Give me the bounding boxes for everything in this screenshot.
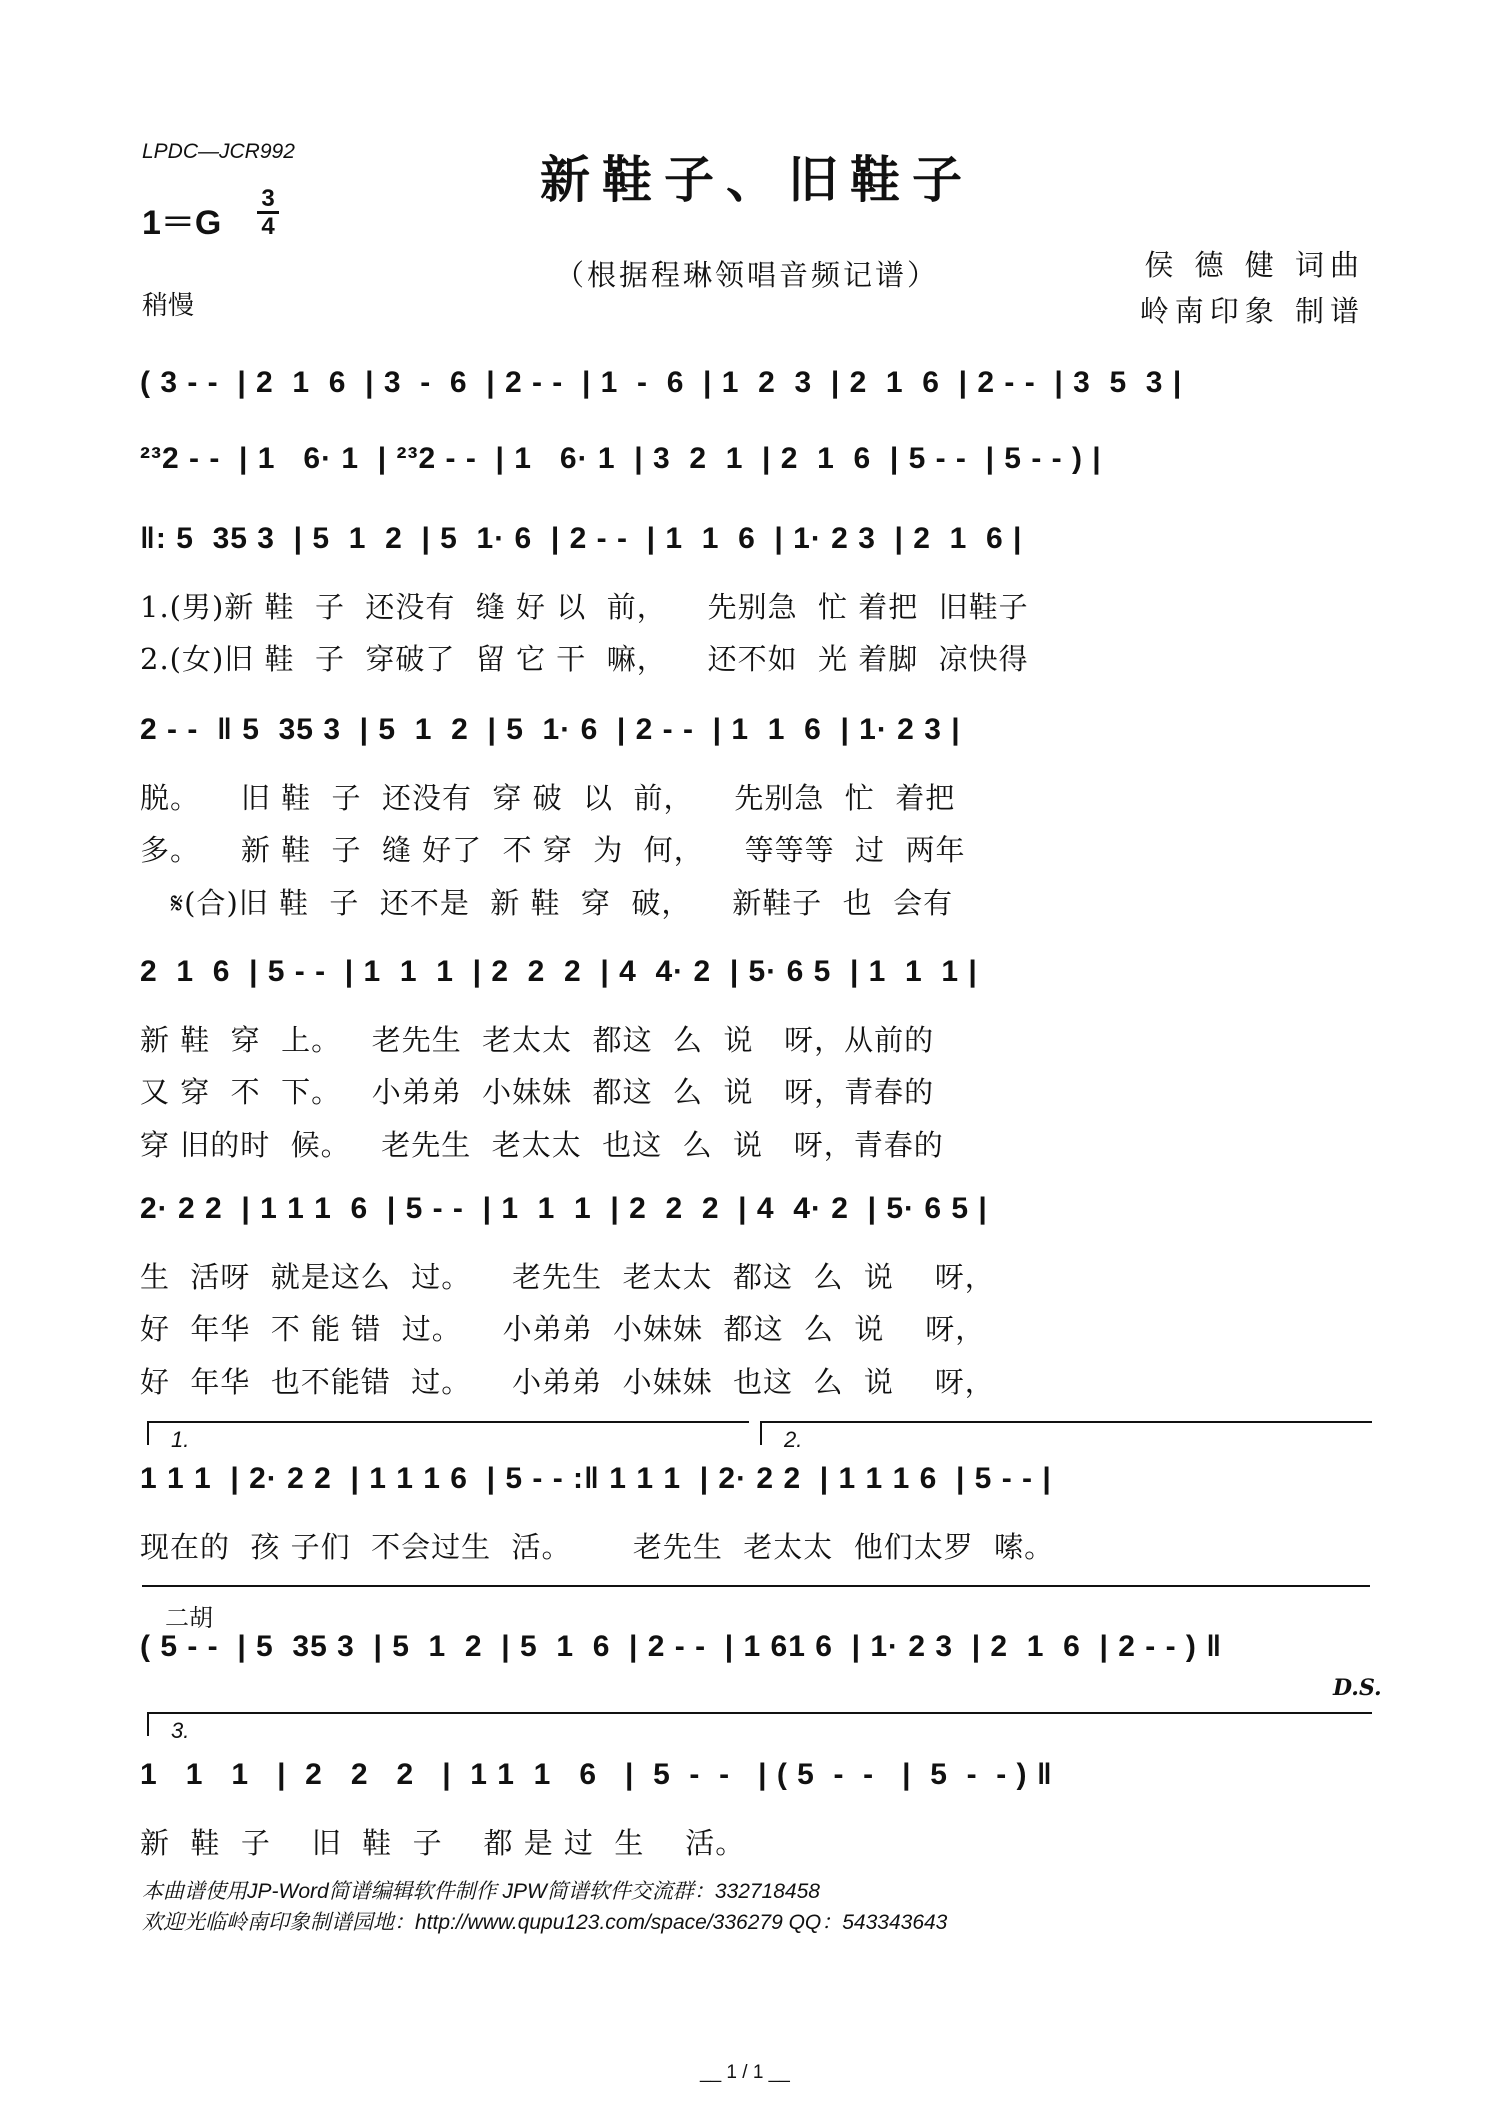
dal-segno-marking: D.S. <box>1333 1675 1382 1701</box>
notes-line: 2 1 6 | 5 - - | 1 1 1 | 2 2 2 | 4 4· 2 | 5· 6 5 | 1 1 1 | <box>140 955 978 988</box>
volta-bracket-1 <box>147 1421 749 1452</box>
footer-website-note: 欢迎光临岭南印象制谱园地：http://www.qupu123.com/space/336279 QQ：543343643 <box>142 1911 948 1934</box>
instrument-label: 二胡 <box>165 1604 213 1632</box>
notes-line: 2· 2 2 | 1 1 1 6 | 5 - - | 1 1 1 | 2 2 2 | 4 4· 2 | 5· 6 5 | <box>140 1192 988 1225</box>
lyric-line-verse-1: 新 鞋 穿 上。 老先生 老太太 都这 么 说 呀，从前的 <box>140 1023 935 1057</box>
notes-line: 1 1 1 | 2 2 2 | 1 1 1 6 | 5 - - | ( 5 - - | 5 - - ) ‖ <box>140 1758 1053 1791</box>
time-signature <box>255 186 281 239</box>
notes-line: ( 5 - - | 5 35 3 | 5 1 2 | 5 1 6 | 2 - - | 1 61 6 | 1· 2 3 | 2 1 6 | 2 - - ) ‖ <box>140 1630 1223 1663</box>
footer-software-note: 本曲谱使用JP-Word简谱编辑软件制作 JPW简谱软件交流群：332718458 <box>142 1880 820 1903</box>
lyric-line: 现在的 孩 子们 不会过生 活。 老先生 老太太 他们太罗 嗦。 <box>140 1530 1055 1564</box>
volta-number: 2. <box>784 1427 803 1452</box>
volta-bracket-3 <box>147 1712 1372 1743</box>
lyric-line-chorus: 好 年华 也不能错 过。 小弟弟 小妹妹 也这 么 说 呀， <box>140 1365 995 1399</box>
key-signature: 1＝G <box>142 204 222 242</box>
lyric-line-verse-2: 2.(女)旧 鞋 子 穿破了 留 它 干 嘛， 还不如 光 着脚 凉快得 <box>140 642 1029 676</box>
notes-line: 2 - - ‖ 5 35 3 | 5 1 2 | 5 1· 6 | 2 - - | 1 1 6 | 1· 2 3 | <box>140 713 961 746</box>
volta-number: 1. <box>171 1427 190 1452</box>
volta-bracket-2 <box>760 1421 1372 1452</box>
interlude-bracket <box>142 1585 1370 1587</box>
lyric-line-verse-2: 又 穿 不 下。 小弟弟 小妹妹 都这 么 说 呀，青春的 <box>140 1075 935 1109</box>
lyric-line-chorus: 穿 旧的时 候。 老先生 老太太 也这 么 说 呀，青春的 <box>140 1128 944 1162</box>
time-signature-top: 3 <box>261 185 275 212</box>
lyric-line-verse-1: 脱。 旧 鞋 子 还没有 穿 破 以 前， 先别急 忙 着把 <box>140 781 956 815</box>
page-number: __ 1 / 1 __ <box>700 2062 790 2083</box>
lyric-line-verse-1: 1.(男)新 鞋 子 还没有 缝 好 以 前， 先别急 忙 着把 旧鞋子 <box>140 590 1029 624</box>
notes-line: 1 1 1 | 2· 2 2 | 1 1 1 6 | 5 - - :‖ 1 1 1 | 2· 2 2 | 1 1 1 6 | 5 - - | <box>140 1462 1052 1495</box>
song-title: 新鞋子、旧鞋子 <box>540 150 974 209</box>
notes-line: ‖: 5 35 3 | 5 1 2 | 5 1· 6 | 2 - - | 1 1 6 | 1· 2 3 | 2 1 6 | <box>140 522 1023 555</box>
catalog-number: LPDC—JCR992 <box>142 140 295 163</box>
lyric-line-chorus: 𝄋(合)旧 鞋 子 还不是 新 鞋 穿 破， 新鞋子 也 会有 <box>140 886 954 920</box>
lyric-line: 新 鞋 子 旧 鞋 子 都 是 过 生 活。 <box>140 1826 746 1860</box>
time-signature-bottom: 4 <box>261 213 275 240</box>
volta-number: 3. <box>171 1718 190 1743</box>
notes-line: ( 3 - - | 2 1 6 | 3 - 6 | 2 - - | 1 - 6 | 1 2 3 | 2 1 6 | 2 - - | 3 5 3 | <box>140 366 1183 399</box>
tempo-marking: 稍慢 <box>142 291 195 321</box>
notes-line: ²³2 - - | 1 6· 1 | ²³2 - - | 1 6· 1 | 3 2 1 | 2 1 6 | 5 - - | 5 - - ) | <box>140 442 1102 475</box>
subtitle: （根据程琳领唱音频记谱） <box>555 258 940 292</box>
lyric-line-verse-2: 好 年华 不 能 错 过。 小弟弟 小妹妹 都这 么 说 呀， <box>140 1312 986 1346</box>
lyric-line-verse-1: 生 活呀 就是这么 过。 老先生 老太太 都这 么 说 呀， <box>140 1260 995 1294</box>
lyric-line-verse-2: 多。 新 鞋 子 缝 好了 不 穿 为 何， 等等等 过 两年 <box>140 833 966 867</box>
credit-transcriber: 岭南印象 制谱 <box>1139 294 1365 328</box>
credit-lyrics-music: 侯 德 健 词曲 <box>1144 248 1365 282</box>
